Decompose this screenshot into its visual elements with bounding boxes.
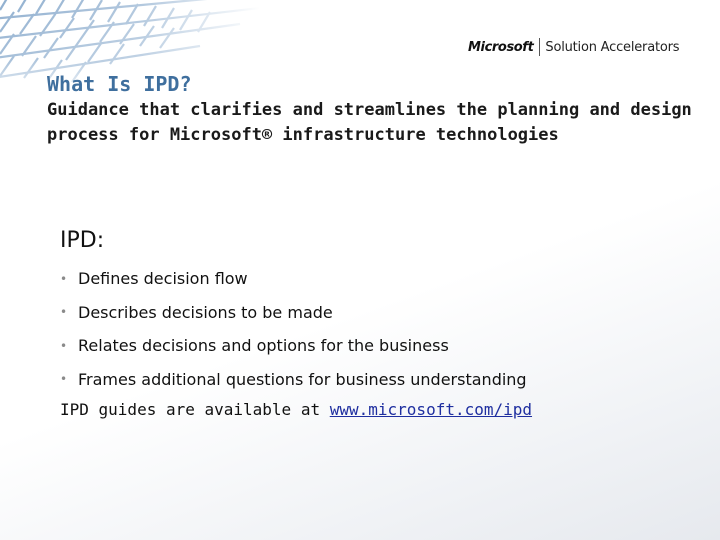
logo-product: Solution Accelerators: [545, 39, 680, 55]
footer-text: IPD guides are available at: [60, 400, 321, 419]
ipd-link[interactable]: www.microsoft.com/ipd: [329, 400, 533, 419]
slide-title: What Is IPD?: [47, 72, 192, 96]
bullet-list: [60, 262, 527, 396]
footer-note: [60, 400, 532, 419]
bullet-dot-icon: •: [60, 338, 68, 353]
bullet-dot-icon: •: [60, 305, 68, 320]
bullet-item: [60, 363, 527, 397]
bullet-text: Defines decision flow: [78, 269, 248, 289]
slide-subtitle: Guidance that clarifies and streamlines the planning and design process for Microsoft® infrastructure technologies: [47, 100, 692, 145]
bullet-item: [60, 262, 527, 296]
bullet-item: [60, 296, 527, 330]
bullet-text: Describes decisions to be made: [78, 302, 333, 322]
body-intro: IPD:: [60, 228, 105, 253]
logo-divider: [539, 38, 540, 56]
bullet-text: Frames additional questions for business understanding: [78, 369, 527, 389]
bullet-item: [60, 329, 527, 363]
logo-brand: Microsoft: [468, 39, 534, 55]
bullet-dot-icon: •: [60, 372, 68, 387]
bullet-dot-icon: •: [60, 271, 68, 286]
microsoft-solution-accelerators-logo: [468, 36, 679, 58]
bullet-text: Relates decisions and options for the business: [78, 336, 449, 356]
